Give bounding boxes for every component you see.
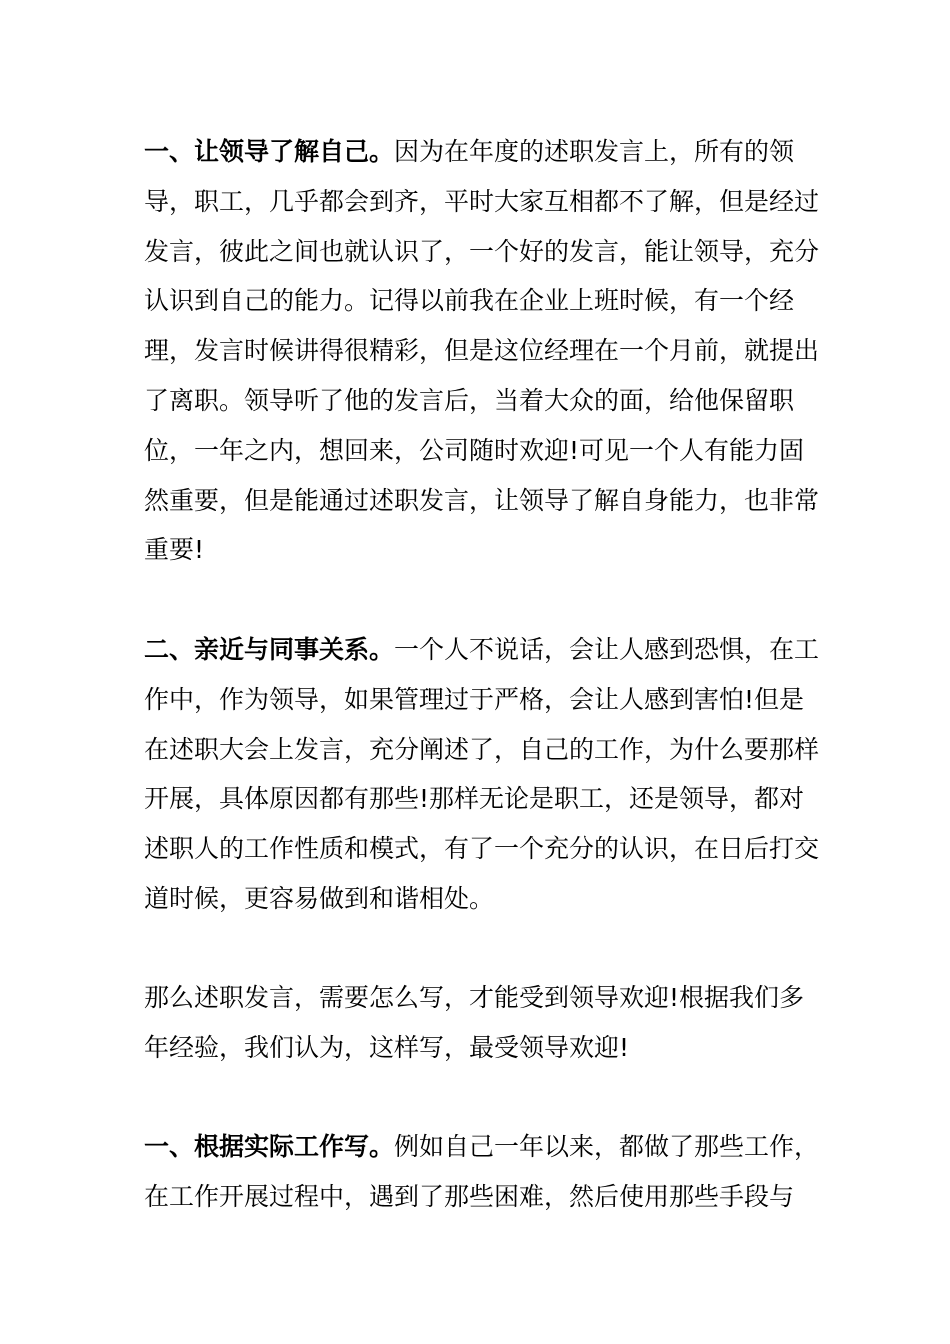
paragraph-3-body: 那么述职发言，需要怎么写，才能受到领导欢迎!根据我们多年经验，我们认为，这样写，最受领导欢迎! xyxy=(144,983,805,1062)
paragraph-2-heading: 二、亲近与同事关系。 xyxy=(144,635,395,664)
paragraph-1-body: 因为在年度的述职发言上，所有的领导，职工，几乎都会到齐，平时大家互相都不了解，但是经过发言，彼此之间也就认识了，一个好的发言，能让领导，充分认识到自己的能力。记得以前我在企业上班时候，有一个经理，发言时候讲得很精彩，但是这位经理在一个月前，就提出了离职。领导听了他的发言后，当着大众的面，给他保留职位，一年之内，想回来，公司随时欢迎!可见一个人有能力固然重要，但是能通过述职发言，让领导了解自身能力，也非常重要! xyxy=(144,137,820,565)
paragraph-4 xyxy=(144,1122,824,1222)
paragraph-1 xyxy=(144,127,824,575)
paragraph-2-body: 一个人不说话，会让人感到恐惧，在工作中，作为领导，如果管理过于严格，会让人感到害怕!但是在述职大会上发言，充分阐述了，自己的工作，为什么要那样开展，具体原因都有那些!那样无论是职工，还是领导，都对述职人的工作性质和模式，有了一个充分的认识，在日后打交道时候，更容易做到和谐相处。 xyxy=(144,635,820,913)
paragraph-1-heading: 一、让领导了解自己。 xyxy=(144,137,395,166)
paragraph-4-heading: 一、根据实际工作写。 xyxy=(144,1132,395,1161)
paragraph-2 xyxy=(144,625,824,924)
paragraph-4-body: 例如自己一年以来，都做了那些工作，在工作开展过程中，遇到了那些困难，然后使用那些手段与 xyxy=(144,1132,820,1211)
paragraph-3 xyxy=(144,973,824,1073)
